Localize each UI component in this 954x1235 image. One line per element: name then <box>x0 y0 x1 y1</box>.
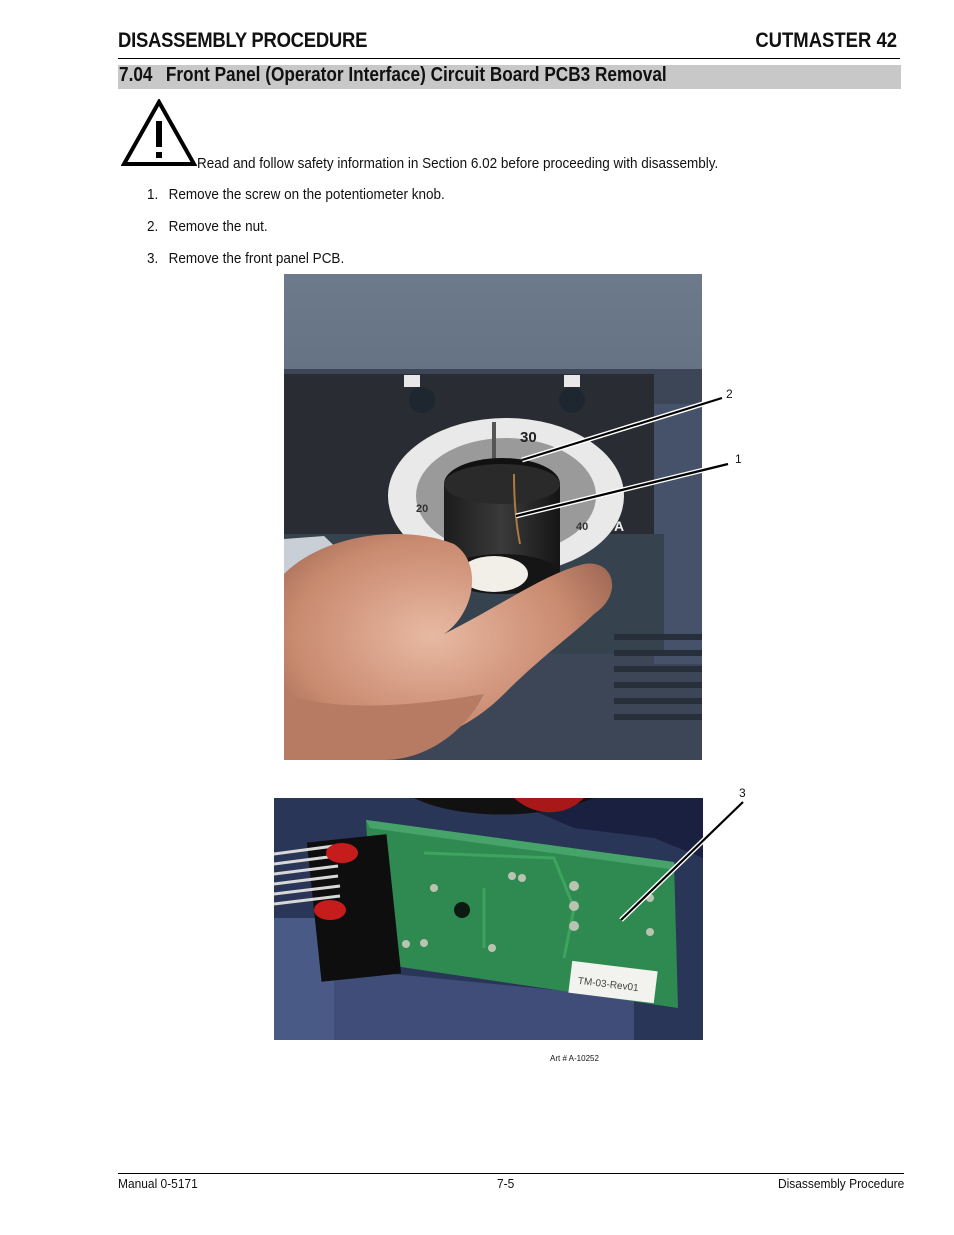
step-number: 1. <box>147 186 159 203</box>
header-rule <box>118 58 900 59</box>
footer-manual-number: Manual 0-5171 <box>118 1176 198 1191</box>
header-product-name: CUTMASTER 42 <box>755 29 897 52</box>
footer-rule <box>118 1173 904 1174</box>
step-item <box>147 250 344 267</box>
section-title: 7.04 Front Panel (Operator Interface) Circuit Board PCB3 Removal <box>119 64 667 86</box>
callout-2: 2 <box>726 387 733 401</box>
callout-lines-figure2 <box>615 796 755 931</box>
step-text: Remove the front panel PCB. <box>168 250 345 267</box>
step-item <box>147 218 268 235</box>
dial-label-20: 20 <box>416 503 429 515</box>
step-number: 3. <box>147 250 159 267</box>
step-item <box>147 186 445 203</box>
step-text: Remove the nut. <box>168 218 268 235</box>
footer-page-number: 7-5 <box>497 1176 515 1191</box>
warning-triangle-icon <box>121 99 197 172</box>
callout-3: 3 <box>739 786 746 800</box>
dial-label-unit: A <box>614 518 625 534</box>
pcb-label: TM-03-Rev01 <box>577 975 640 995</box>
step-number: 2. <box>147 218 159 235</box>
dial-label-40: 40 <box>576 521 589 533</box>
callout-lines-figure1 <box>500 390 730 535</box>
footer-chapter-name: Disassembly Procedure <box>777 1176 904 1191</box>
art-number: Art # A-10252 <box>550 1054 599 1063</box>
dial-label-30: 30 <box>520 429 537 446</box>
callout-1: 1 <box>735 452 742 466</box>
step-text: Remove the screw on the potentiometer knob. <box>168 186 445 203</box>
warning-text: Read and follow safety information in Section 6.02 before proceeding with disassembly. <box>197 155 719 172</box>
header-section-name: DISASSEMBLY PROCEDURE <box>118 29 368 52</box>
